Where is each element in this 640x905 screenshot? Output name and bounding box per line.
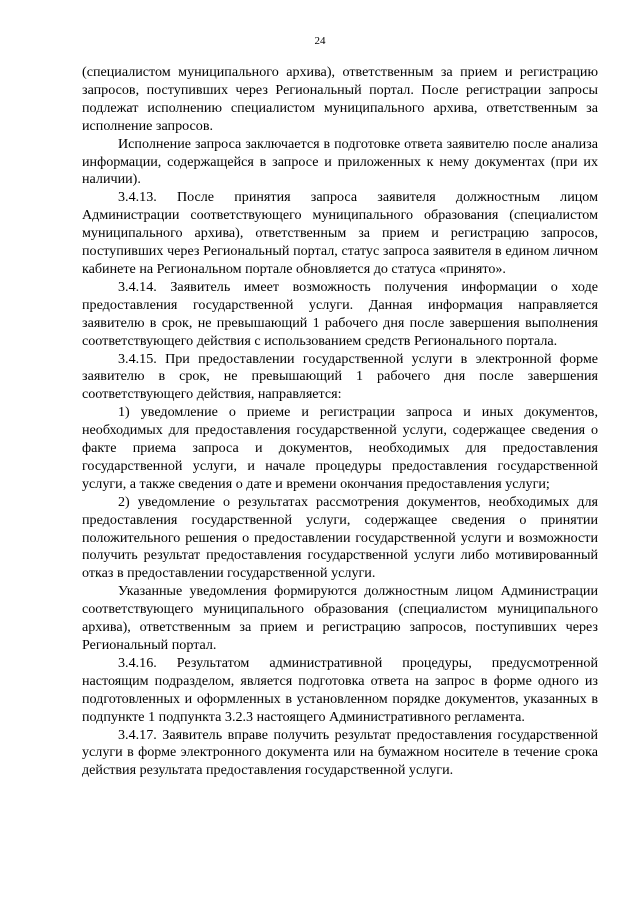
- paragraph-3-4-15: 3.4.15. При предоставлении государственной услуги в электронной форме заявителю в срок, не превышающий 1 рабочего дня после завершения соответствующего действия, направляется:: [82, 350, 598, 403]
- document-body: [82, 64, 598, 780]
- list-item-2: 2) уведомление о результатах рассмотрения документов, необходимых для предоставления государственной услуги, содержащее сведения о принятии положительного решения о предоставлении государственной услуги и возможности получить результат предоставления государственной услуги либо мотивированный отказ в предоставлении государственной услуги.: [82, 493, 598, 582]
- paragraph: Исполнение запроса заключается в подготовке ответа заявителю после анализа информации, содержащейся в запросе и приложенных к нему документах (при их наличии).: [82, 135, 598, 188]
- paragraph: Указанные уведомления формируются должностным лицом Администрации соответствующего муниципального образования (специалистом муниципального архива), ответственным за прием и регистрацию запросов, поступивших через Региональный портал.: [82, 583, 598, 653]
- paragraph: (специалистом муниципального архива), ответственным за прием и регистрацию запросов, поступивших через Региональный портал. После регистрации запросы подлежат исполнению специалистом муниципального архива, ответственным за исполнение запросов.: [82, 64, 598, 134]
- paragraph-3-4-14: 3.4.14. Заявитель имеет возможность получения информации о ходе предоставления государственной услуги. Данная информация направляется заявителю в срок, не превышающий 1 рабочего дня после завершения выполнения соответствующего действия с использованием средств Регионального портала.: [82, 278, 598, 349]
- list-item-1: 1) уведомление о приеме и регистрации запроса и иных документов, необходимых для предоставления государственной услуги, содержащее сведения о факте приема запроса и документов, необходимых для предоставления государственной услуги, и начале процедуры предоставления государственной услуги, а также сведения о дате и времени окончания предоставления услуги;: [82, 404, 598, 492]
- paragraph-3-4-16: 3.4.16. Результатом административной процедуры, предусмотренной настоящим подразделом, является подготовка ответа на запрос в форме одного из подготовленных и оформленных в установленном порядке документов, указанных в подпункте 1 подпункта 3.2.3 настоящего Административного регламента.: [82, 654, 598, 725]
- paragraph-3-4-17: 3.4.17. Заявитель вправе получить результат предоставления государственной услуги в форме электронного документа или на бумажном носителе в течение срока действия результата предоставления государственной услуги.: [82, 726, 598, 779]
- page-number: 24: [314, 35, 326, 47]
- paragraph-3-4-13: 3.4.13. После принятия запроса заявителя должностным лицом Администрации соответствующего муниципального образования (специалистом муниципального архива), ответственным за прием и регистрацию запросов, поступивших через Региональный портал, статус запроса заявителя в едином личном кабинете на Региональном портале обновляется до статуса «принято».: [82, 189, 598, 277]
